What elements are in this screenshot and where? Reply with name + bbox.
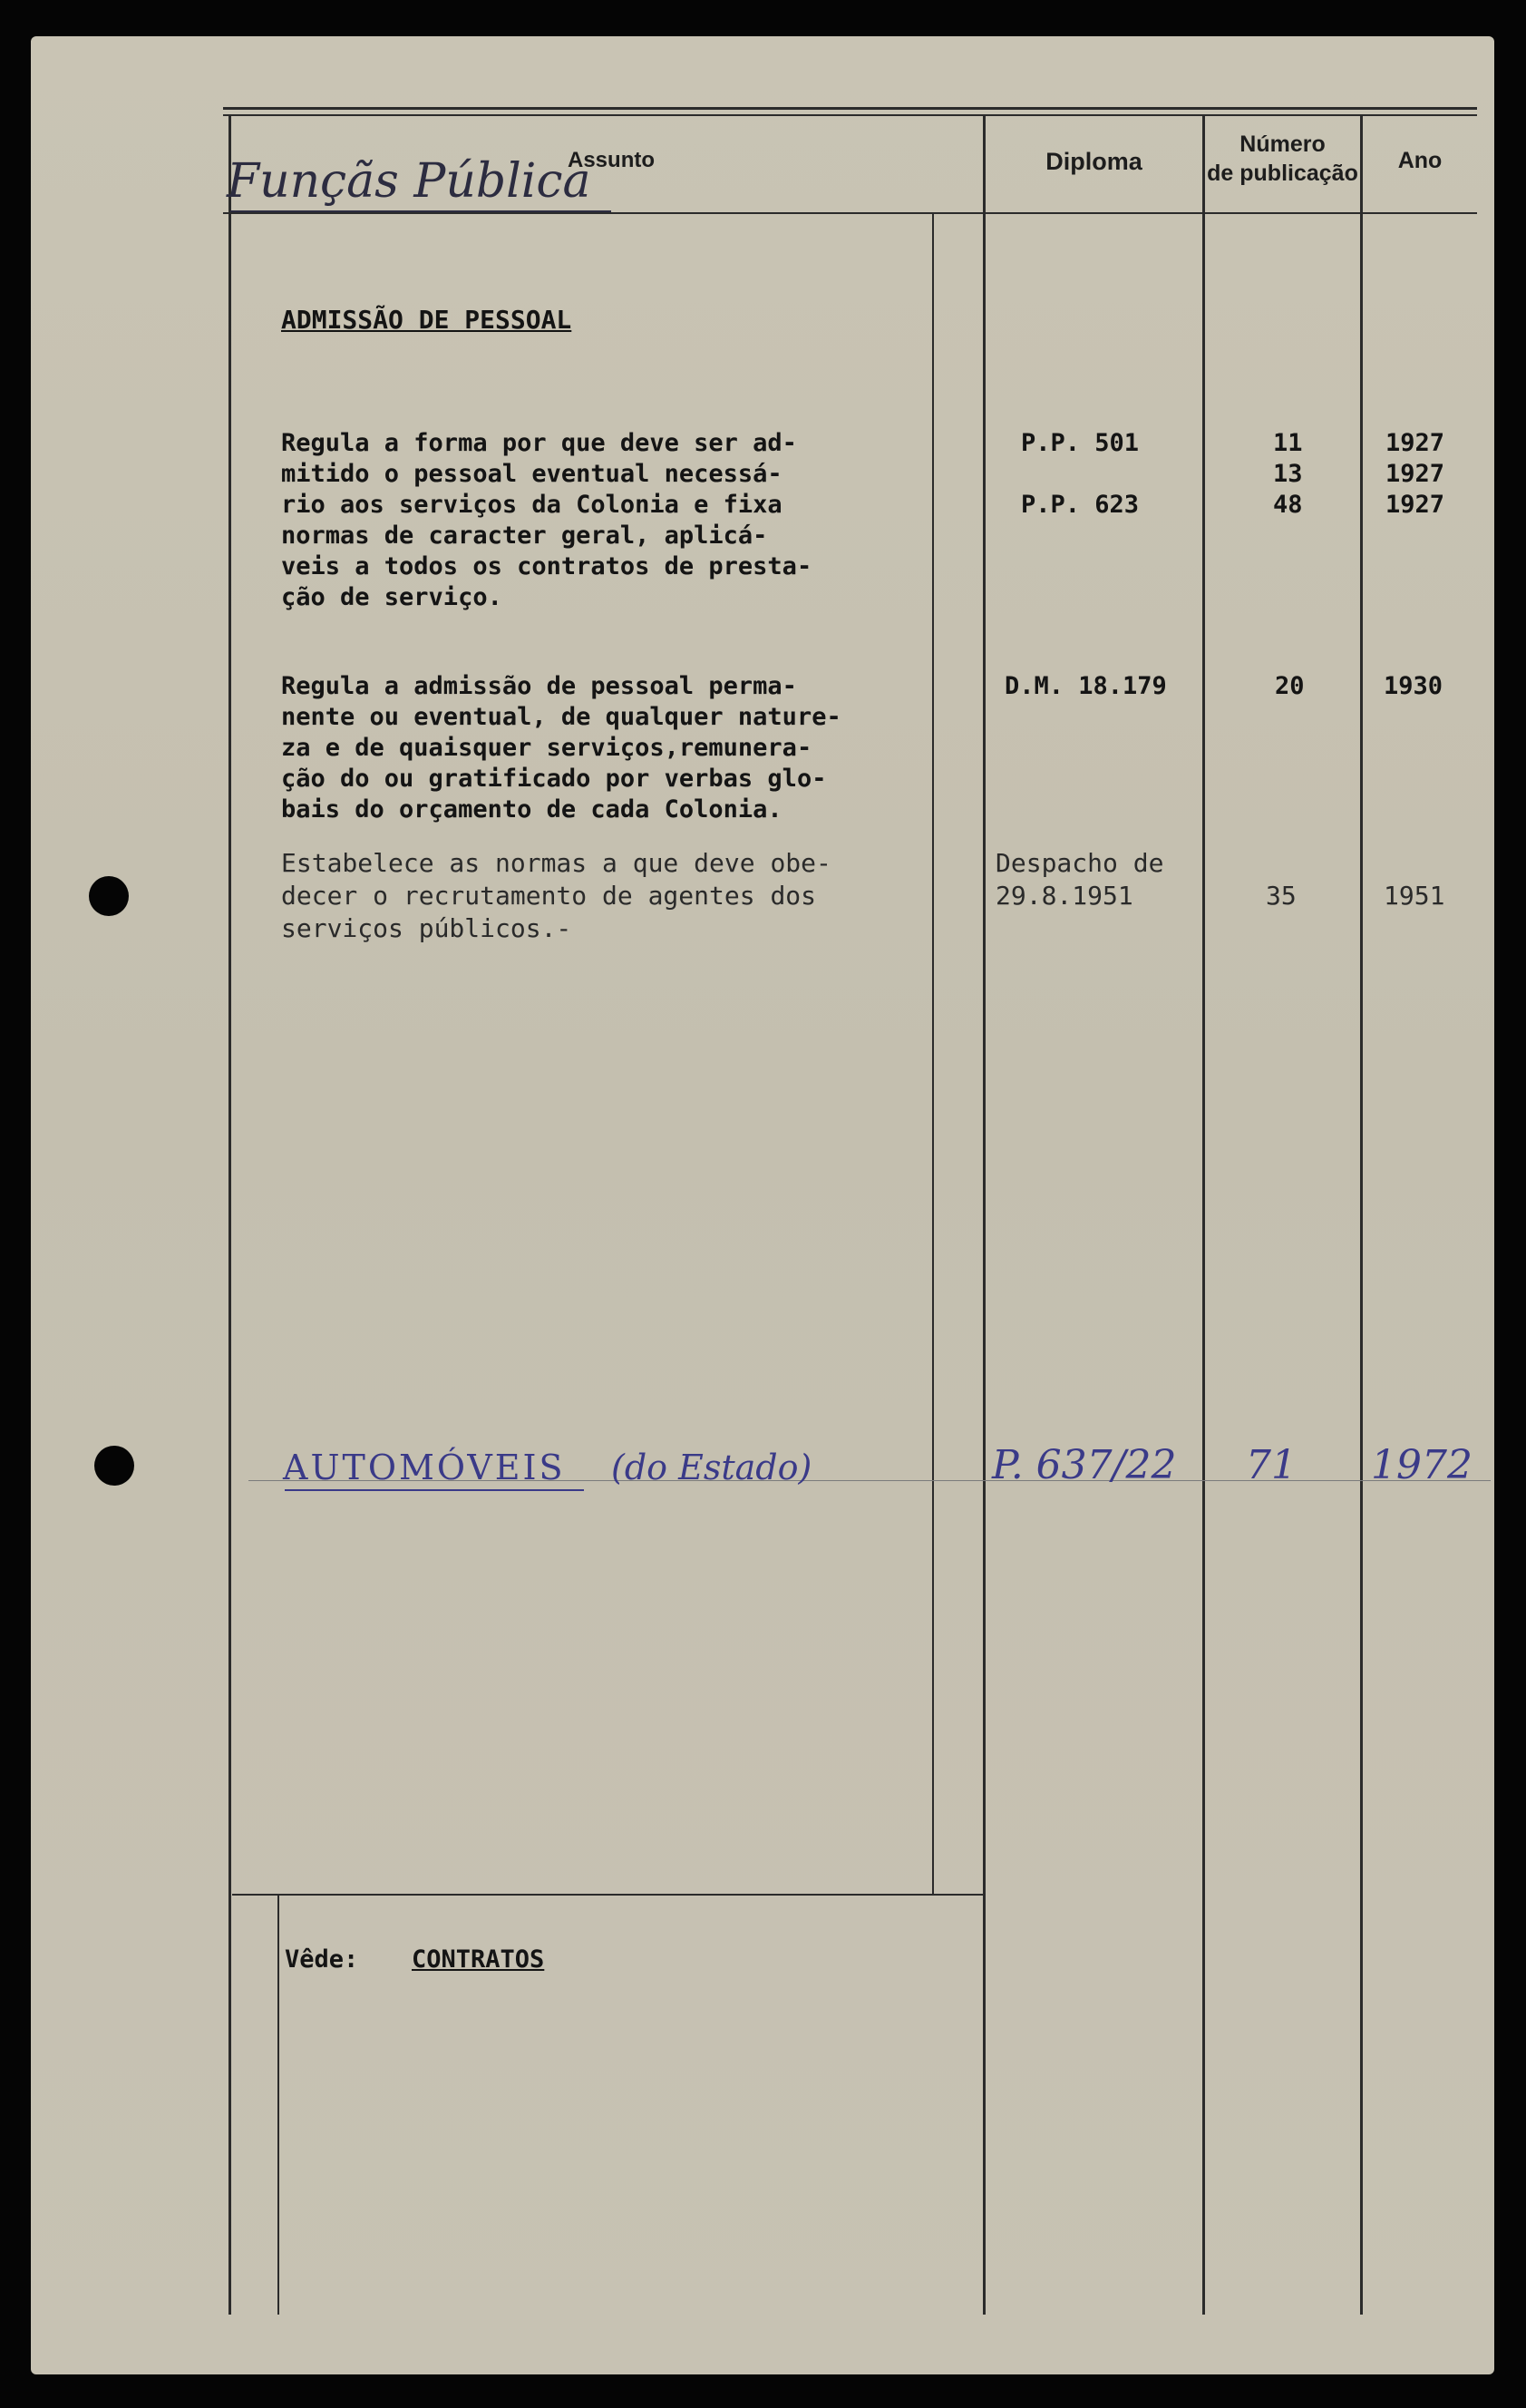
col-header-numero-1: Número: [1239, 132, 1326, 157]
assunto-inner-divider: [932, 214, 934, 1896]
section-title: ADMISSÃO DE PESSOAL: [281, 305, 572, 335]
entry-1-diploma: P.P. 501 P.P. 623: [1021, 429, 1140, 519]
punch-hole-lower: [94, 1446, 134, 1486]
entry-1-numero: 11 13 48: [1273, 429, 1303, 519]
handwritten-underline: [285, 1489, 584, 1491]
index-card: [31, 36, 1494, 2374]
top-rule-2: [223, 114, 1477, 116]
subject-underline: [230, 210, 611, 212]
entry-1-assunto: Regula a forma por que deve ser ad- mitido o pessoal eventual necessá- rio aos serviços da Colonia e fixa normas de caracter geral, aplicá- veis a todos os contratos de presta- ção de serviço.: [281, 429, 812, 611]
header-rule: [223, 212, 1477, 214]
entry-1-ano: 1927 1927 1927: [1385, 429, 1445, 519]
handwritten-diploma: P. 637/22: [992, 1442, 1177, 1488]
see-also-left-rule: [277, 1896, 279, 2315]
col-header-ano: Ano: [1397, 148, 1443, 173]
col-header-diploma: Diploma: [1045, 148, 1142, 175]
entry-3-assunto: Estabelece as normas a que deve obe- decer o recrutamento de agentes dos serviços públicos.-: [281, 848, 831, 943]
see-also-label: Vêde:: [285, 1945, 359, 1974]
col-header-assunto: Assunto: [568, 148, 655, 172]
see-also-top-rule: [232, 1894, 985, 1896]
handwritten-subject: Funçãs Pública: [227, 154, 591, 209]
entry-2-assunto: Regula a admissão de pessoal perma- nente ou eventual, de qualquer nature- za e de quaisquer serviços,remunera- ção do ou gratificado por verbas glo- bais do orçamento de cada Colonia.: [281, 672, 841, 824]
punch-hole-upper: [89, 876, 129, 916]
see-also-target: CONTRATOS: [412, 1945, 545, 1974]
entry-2-diploma: D.M. 18.179: [1005, 672, 1167, 700]
numero-left-border: [1202, 116, 1205, 2315]
entry-3-diploma: Despacho de 29.8.1951: [996, 848, 1164, 911]
entry-2-ano: 1930: [1384, 672, 1443, 700]
ano-left-border: [1360, 116, 1363, 2315]
handwritten-numero: 71: [1246, 1442, 1297, 1488]
diploma-left-border: [983, 116, 986, 2315]
handwritten-assunto-suffix: (do Estado): [611, 1448, 812, 1487]
assunto-left-border: [228, 116, 231, 2315]
top-rule: [223, 107, 1477, 110]
handwritten-ano: 1972: [1371, 1442, 1473, 1488]
handwritten-assunto: AUTOMÓVEIS: [283, 1448, 566, 1487]
col-header-numero-2: de publicação: [1207, 161, 1358, 186]
entry-3-numero: 35: [1266, 881, 1297, 911]
entry-2-numero: 20: [1275, 672, 1305, 700]
entry-3-ano: 1951: [1384, 881, 1445, 911]
